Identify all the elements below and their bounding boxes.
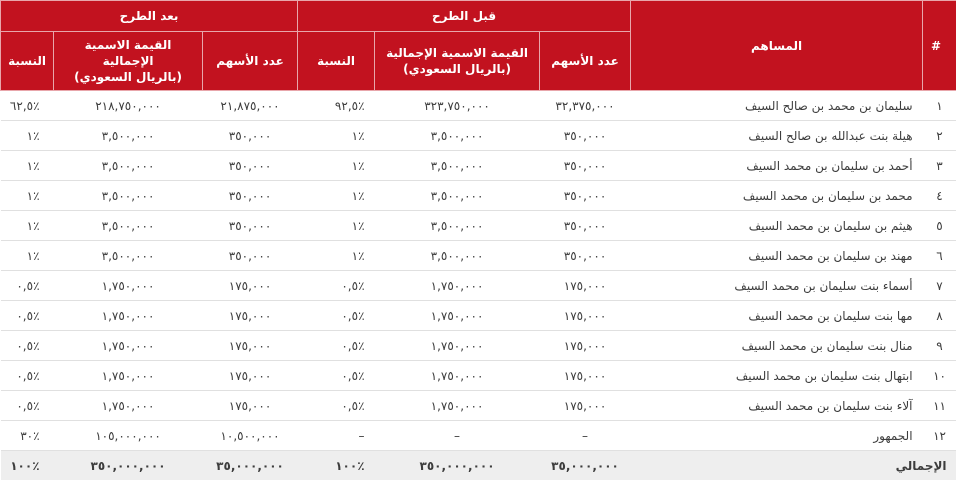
after-percent: ٪٠,٥	[1, 331, 54, 361]
before-value: ٣,٥٠٠,٠٠٠	[375, 151, 540, 181]
total-before-value: ٣٥٠,٠٠٠,٠٠٠	[375, 451, 540, 481]
row-number: ٦	[923, 241, 956, 271]
after-shares: ٢١,٨٧٥,٠٠٠	[203, 91, 298, 121]
before-shares: ٣٥٠,٠٠٠	[540, 181, 631, 211]
header-after-percent: النسبة	[1, 32, 54, 91]
before-percent: –	[298, 421, 375, 451]
after-value: ٣,٥٠٠,٠٠٠	[54, 241, 203, 271]
before-shares: ١٧٥,٠٠٠	[540, 271, 631, 301]
after-shares: ٣٥٠,٠٠٠	[203, 241, 298, 271]
shareholder-name: ابتهال بنت سليمان بن محمد السيف	[631, 361, 923, 391]
after-value: ٣,٥٠٠,٠٠٠	[54, 121, 203, 151]
table-row	[1, 151, 956, 181]
before-value: ١,٧٥٠,٠٠٠	[375, 301, 540, 331]
before-value: ٣,٥٠٠,٠٠٠	[375, 241, 540, 271]
before-shares: ٣٥٠,٠٠٠	[540, 211, 631, 241]
after-shares: ١٧٥,٠٠٠	[203, 391, 298, 421]
after-value: ١,٧٥٠,٠٠٠	[54, 271, 203, 301]
before-percent: ٪٠,٥	[298, 301, 375, 331]
table-row	[1, 121, 956, 151]
header-value-line2: (بالريال السعودي)	[403, 62, 511, 76]
total-after-percent: ٪١٠٠	[1, 451, 54, 481]
after-shares: ١٠,٥٠٠,٠٠٠	[203, 421, 298, 451]
after-value: ١,٧٥٠,٠٠٠	[54, 331, 203, 361]
table-row	[1, 181, 956, 211]
after-percent: ٪١	[1, 241, 54, 271]
row-number: ١٢	[923, 421, 956, 451]
before-percent: ٪٠,٥	[298, 361, 375, 391]
after-percent: ٪١	[1, 211, 54, 241]
before-percent: ٪١	[298, 121, 375, 151]
total-row	[1, 451, 956, 481]
header-number: #	[923, 1, 956, 91]
before-shares: –	[540, 421, 631, 451]
before-percent: ٪١	[298, 241, 375, 271]
before-value: ١,٧٥٠,٠٠٠	[375, 271, 540, 301]
shareholder-name: هيلة بنت عبدالله بن صالح السيف	[631, 121, 923, 151]
before-percent: ٪٠,٥	[298, 391, 375, 421]
after-percent: ٪٠,٥	[1, 271, 54, 301]
header-value-line1: القيمة الاسمية الإجمالية	[84, 38, 172, 68]
shareholder-name: سليمان بن محمد بن صالح السيف	[631, 91, 923, 121]
before-shares: ٣٥٠,٠٠٠	[540, 121, 631, 151]
row-number: ٧	[923, 271, 956, 301]
before-value: ٣٢٣,٧٥٠,٠٠٠	[375, 91, 540, 121]
shareholder-name: مهند بن سليمان بن محمد السيف	[631, 241, 923, 271]
after-percent: ٪٣٠	[1, 421, 54, 451]
before-value: ١,٧٥٠,٠٠٠	[375, 361, 540, 391]
after-shares: ١٧٥,٠٠٠	[203, 331, 298, 361]
total-after-shares: ٣٥,٠٠٠,٠٠٠	[203, 451, 298, 481]
row-number: ٤	[923, 181, 956, 211]
after-shares: ٣٥٠,٠٠٠	[203, 121, 298, 151]
before-shares: ٣٥٠,٠٠٠	[540, 151, 631, 181]
table-row	[1, 211, 956, 241]
before-value: ١,٧٥٠,٠٠٠	[375, 391, 540, 421]
row-number: ٣	[923, 151, 956, 181]
after-shares: ١٧٥,٠٠٠	[203, 301, 298, 331]
after-value: ١٠٥,٠٠٠,٠٠٠	[54, 421, 203, 451]
total-before-percent: ٪١٠٠	[298, 451, 375, 481]
table-row	[1, 421, 956, 451]
table-row	[1, 361, 956, 391]
header-value-line1: القيمة الاسمية الإجمالية	[386, 46, 528, 60]
table-row	[1, 331, 956, 361]
after-shares: ٣٥٠,٠٠٠	[203, 181, 298, 211]
table-body	[1, 91, 956, 451]
before-shares: ٣٢,٣٧٥,٠٠٠	[540, 91, 631, 121]
before-percent: ٪٩٢,٥	[298, 91, 375, 121]
before-shares: ٣٥٠,٠٠٠	[540, 241, 631, 271]
after-value: ١,٧٥٠,٠٠٠	[54, 361, 203, 391]
shareholder-name: أسماء بنت سليمان بن محمد السيف	[631, 271, 923, 301]
before-shares: ١٧٥,٠٠٠	[540, 361, 631, 391]
after-percent: ٪١	[1, 181, 54, 211]
before-value: ٣,٥٠٠,٠٠٠	[375, 121, 540, 151]
after-value: ٣,٥٠٠,٠٠٠	[54, 181, 203, 211]
after-shares: ١٧٥,٠٠٠	[203, 361, 298, 391]
row-number: ١١	[923, 391, 956, 421]
after-percent: ٪٠,٥	[1, 361, 54, 391]
table-row	[1, 301, 956, 331]
shareholder-name: آلاء بنت سليمان بن محمد السيف	[631, 391, 923, 421]
row-number: ٨	[923, 301, 956, 331]
header-after-shares: عدد الأسهم	[203, 32, 298, 91]
row-number: ١	[923, 91, 956, 121]
shareholder-name: الجمهور	[631, 421, 923, 451]
before-shares: ١٧٥,٠٠٠	[540, 301, 631, 331]
after-percent: ٪٠,٥	[1, 391, 54, 421]
after-value: ٣,٥٠٠,٠٠٠	[54, 211, 203, 241]
header-before-value	[375, 32, 540, 91]
header-before-offering: قبل الطرح	[298, 1, 631, 32]
total-after-value: ٣٥٠,٠٠٠,٠٠٠	[54, 451, 203, 481]
after-percent: ٪١	[1, 151, 54, 181]
row-number: ١٠	[923, 361, 956, 391]
table-row	[1, 241, 956, 271]
before-value: ١,٧٥٠,٠٠٠	[375, 331, 540, 361]
header-value-line2: (بالريال السعودي)	[74, 70, 182, 84]
header-before-percent: النسبة	[298, 32, 375, 91]
shareholder-name: مها بنت سليمان بن محمد السيف	[631, 301, 923, 331]
after-shares: ٣٥٠,٠٠٠	[203, 151, 298, 181]
before-value: ٣,٥٠٠,٠٠٠	[375, 181, 540, 211]
before-percent: ٪١	[298, 181, 375, 211]
header-shareholder: المساهم	[631, 1, 923, 91]
table-row	[1, 271, 956, 301]
before-percent: ٪٠,٥	[298, 331, 375, 361]
row-number: ٢	[923, 121, 956, 151]
header-after-offering: بعد الطرح	[1, 1, 298, 32]
total-label: الإجمالي	[631, 451, 956, 481]
before-percent: ٪٠,٥	[298, 271, 375, 301]
after-value: ٢١٨,٧٥٠,٠٠٠	[54, 91, 203, 121]
table-footer	[1, 451, 956, 481]
row-number: ٩	[923, 331, 956, 361]
header-after-value	[54, 32, 203, 91]
after-percent: ٪٦٢,٥	[1, 91, 54, 121]
shareholder-name: هيثم بن سليمان بن محمد السيف	[631, 211, 923, 241]
after-shares: ١٧٥,٠٠٠	[203, 271, 298, 301]
before-percent: ٪١	[298, 211, 375, 241]
table-row	[1, 391, 956, 421]
shareholder-name: أحمد بن سليمان بن محمد السيف	[631, 151, 923, 181]
before-value: –	[375, 421, 540, 451]
after-percent: ٪١	[1, 121, 54, 151]
before-value: ٣,٥٠٠,٠٠٠	[375, 211, 540, 241]
shareholder-name: منال بنت سليمان بن محمد السيف	[631, 331, 923, 361]
after-value: ١,٧٥٠,٠٠٠	[54, 301, 203, 331]
table-row	[1, 91, 956, 121]
after-value: ٣,٥٠٠,٠٠٠	[54, 151, 203, 181]
row-number: ٥	[923, 211, 956, 241]
after-value: ١,٧٥٠,٠٠٠	[54, 391, 203, 421]
total-before-shares: ٣٥,٠٠٠,٠٠٠	[540, 451, 631, 481]
after-percent: ٪٠,٥	[1, 301, 54, 331]
before-shares: ١٧٥,٠٠٠	[540, 331, 631, 361]
after-shares: ٣٥٠,٠٠٠	[203, 211, 298, 241]
before-shares: ١٧٥,٠٠٠	[540, 391, 631, 421]
before-percent: ٪١	[298, 151, 375, 181]
header-before-shares: عدد الأسهم	[540, 32, 631, 91]
table-header	[1, 1, 956, 91]
shareholder-name: محمد بن سليمان بن محمد السيف	[631, 181, 923, 211]
